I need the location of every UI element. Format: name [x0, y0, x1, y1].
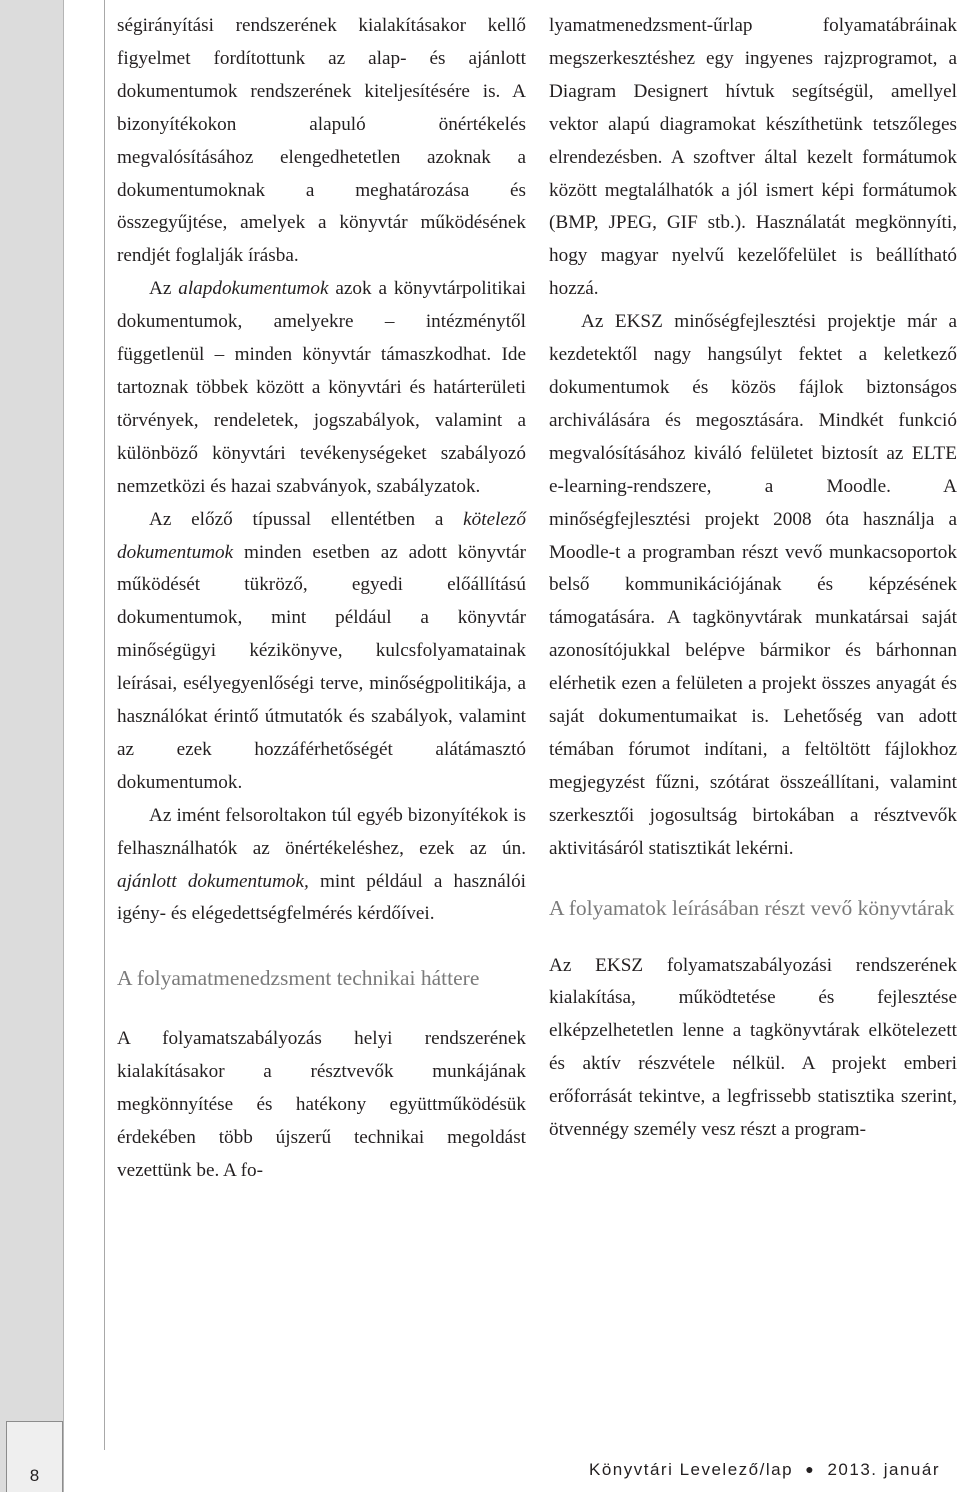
footer-journal-title: Könyvtári Levelező/lap [588, 1460, 794, 1479]
right-text-column [549, 10, 957, 1147]
paragraph-moodle: Az EKSZ minőségfejlesztési projektje már a kezdetektől nagy hangsúlyt fektet a keletkező dokumentumok és közös fájlok biztonságos archiválására és megosztására. Mindkét funkció megvalósításához kiváló felületet biztosít az ELTE e-learning-rendszere, a Moodle. A minőségfejlesztési projekt 2008 óta használja a Moodle-t a programban részt vevő munkacsoportok belső kommunikációjának és képzésének támogatására. A tagkönyvtárak munkatársai saját azonosítójukkal belépve bármikor és bárhonnan elérhetik ezen a felületen a projekt összes anyagát és saját dokumentumaikat is. Lehetőség van adott témában fórumot indítani, a feltöltött fájlokhoz megjegyzést fűzni, szótárat összeállítani, valamint szerkesztői jogosultság birtokában a résztvevők aktivitásáról statisztikát lekérni. [549, 311, 957, 859]
page-footer [589, 1460, 940, 1480]
paragraph-folyamatszabalyozas: A folyamatszabályozás helyi rendszerének kialakításakor a résztvevők munkájának megkönnyítése és hatékony együttműködésük érdekében több újszerű technikai megoldást vezettünk be. A fo- [117, 1028, 526, 1181]
margin-divider-line [104, 0, 105, 1450]
left-text-column [117, 10, 526, 1188]
term-kotelezo-dokumentumok: kötelező dokumentumok [117, 508, 526, 563]
page-number: 8 [29, 1466, 40, 1485]
footer-issue-date: 2013. január [827, 1460, 940, 1479]
paragraph-alapdokumentumok: Az alapdokumentumok azok a könyvtárpolitikai dokumentumok, amelyekre – intézménytől függetlenül – minden könyvtár támaszkodhat. Ide tartoznak többek között a könyvtári és határterületi törvények, rendeletek, jogszabályok, valamint a különböző könyvtári tevékenységeket szabályozó nemzetközi és hazai szabványok, szabályzatok. [117, 278, 526, 497]
term-alapdokumentumok: alapdokumentumok [178, 278, 329, 300]
page-margin-bar [0, 0, 64, 1492]
footer-bullet-separator: ● [805, 1461, 816, 1477]
section-heading-technikai-hattere: A folyamatmenedzsment technikai háttere [117, 966, 480, 991]
paragraph-kotelezo-dokumentumok: Az előző típussal ellentétben a kötelező dokumentumok minden esetben az adott könyvtár működését tükröző, egyedi előállítású dokumentumok, mint például a könyvtár minőségügyi kézikönyve, kulcsfolyamatainak leírásai, esélyegyenlőségi terve, minőségpolitikája, a használókat érintő útmutatók és szabályok, valamint az ezek hozzáférhetőségét alátámasztó dokumentumok. [117, 508, 526, 793]
paragraph-ajanlott-dokumentumok: Az imént felsoroltakon túl egyéb bizonyítékok is felhasználhatók az önértékeléshez, ezek az ún. ajánlott dokumentumok, mint például a használói igény- és elégedettségfelmérés kérdőívei. [117, 804, 526, 925]
term-ajanlott-dokumentumok: ajánlott dokumentumok, [117, 870, 309, 892]
paragraph-continuation: ségirányítási rendszerének kialakításakor kellő figyelmet fordítottunk az alap- és ajánlott dokumentumok rendszerének kiteljesítésére is. A bizonyítékokon alapuló önértékelés megvalósításához elengedhetetlen azoknak a dokumentumoknak a meghatározása és összegyűjtése, amelyek a könyvtár működésének rendjét foglalják írásba. [117, 15, 526, 267]
page-number-tab [6, 1421, 63, 1492]
paragraph-diagram-designer: lyamatmenedzsment-űrlap folyamatábráinak megszerkesztéshez egy ingyenes rajzprogramot, a Diagram Designert hívtuk segítségül, amellyel vektor alapú diagramokat készíthetünk tetszőleges elrendezésben. A szoftver által kezelt formátumok között megtalálhatók a jól ismert képi formátumok (BMP, JPEG, GIF stb.). Használatát megkönnyíti, hogy magyar nyelvű kezelőfelület is beállítható hozzá. [549, 15, 957, 300]
section-heading-konyvtarak: A folyamatok leírásában részt vevő könyvtárak [549, 895, 955, 920]
paragraph-eksz-folyamatszabalyozas: Az EKSZ folyamatszabályozási rendszerének kialakítása, működtetése és fejlesztése elképzelhetetlen lenne a tagkönyvtárak elkötelezett és aktív részvétele nélkül. A projekt emberi erőforrását tekintve, a legfrissebb statisztika szerint, ötvennégy személy vesz részt a program- [549, 954, 957, 1141]
